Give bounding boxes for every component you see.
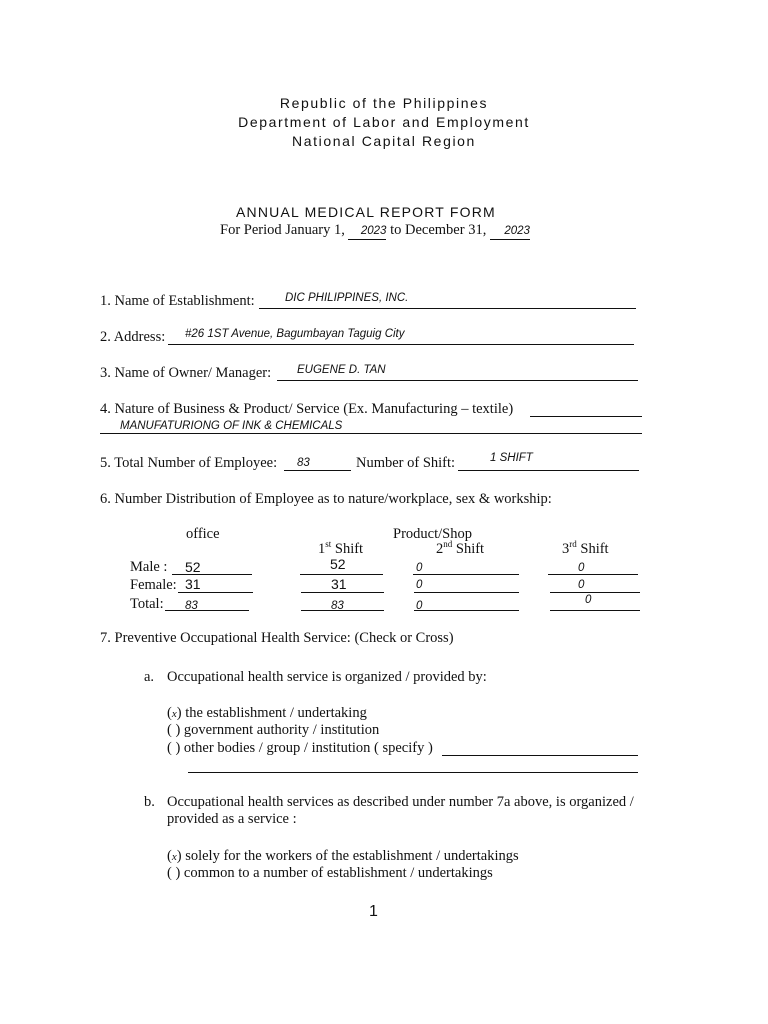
total-office-value: 83 bbox=[185, 600, 198, 612]
shift3-header: 3rd Shift bbox=[562, 539, 609, 557]
employees-line[interactable] bbox=[284, 470, 351, 471]
preventive-label: 7. Preventive Occupational Health Service: (Check or Cross) bbox=[100, 630, 454, 646]
office-header: office bbox=[186, 526, 220, 542]
period-prefix: For Period January 1, bbox=[220, 222, 345, 238]
distribution-label: 6. Number Distribution of Employee as to nature/workplace, sex & workship: bbox=[100, 491, 552, 507]
period-year-end-field[interactable] bbox=[490, 222, 530, 240]
employees-label: 5. Total Number of Employee: bbox=[100, 455, 278, 471]
male-office-value: 52 bbox=[185, 559, 201, 575]
period-year-start-field[interactable] bbox=[348, 222, 386, 240]
male-s2-line[interactable] bbox=[413, 574, 519, 575]
item-b-marker: b. bbox=[144, 794, 155, 810]
period-year-end: 2023 bbox=[504, 225, 530, 237]
owner-label: 3. Name of Owner/ Manager: bbox=[100, 365, 272, 381]
business-line-1[interactable] bbox=[530, 416, 642, 417]
period-middle: to December 31, bbox=[390, 222, 487, 238]
female-s3-line[interactable] bbox=[550, 592, 640, 593]
period-line bbox=[220, 222, 530, 240]
shift1-header: 1st Shift bbox=[318, 539, 364, 557]
address-line[interactable] bbox=[168, 344, 634, 345]
establishment-label: 1. Name of Establishment: bbox=[100, 293, 255, 309]
male-s3-line[interactable] bbox=[548, 574, 638, 575]
female-s3-value: 0 bbox=[578, 579, 585, 591]
business-label: 4. Nature of Business & Product/ Service (Ex. Manufacturing – textile) bbox=[100, 401, 514, 417]
address-label: 2. Address: bbox=[100, 329, 166, 345]
b-option-common[interactable]: ( ) common to a number of establishment / undertakings bbox=[167, 865, 493, 881]
total-s2-line[interactable] bbox=[414, 610, 519, 611]
total-s2-value: 0 bbox=[416, 600, 423, 612]
male-s2-value: 0 bbox=[416, 562, 423, 574]
a-other-specify-line-2[interactable] bbox=[188, 772, 638, 773]
item-a-marker: a. bbox=[144, 669, 155, 685]
establishment-value: DIC PHILIPPINES, INC. bbox=[285, 292, 409, 304]
form-title: ANNUAL MEDICAL REPORT FORM bbox=[236, 204, 496, 220]
employees-value: 83 bbox=[297, 457, 310, 469]
a-other-specify-line[interactable] bbox=[442, 755, 638, 756]
header-line-region: National Capital Region bbox=[292, 133, 476, 149]
item-b-text-2: provided as a service : bbox=[167, 811, 297, 827]
female-s2-line[interactable] bbox=[414, 592, 519, 593]
male-s1-value: 52 bbox=[330, 556, 346, 572]
a-option-government[interactable]: ( ) government authority / institution bbox=[167, 722, 380, 738]
establishment-line[interactable] bbox=[259, 308, 636, 309]
male-s3-value: 0 bbox=[578, 562, 585, 574]
item-b-text-1: Occupational health services as described under number 7a above, is organized / bbox=[167, 794, 634, 810]
business-value: MANUFATURIONG OF INK & CHEMICALS bbox=[120, 420, 343, 432]
period-year-start: 2023 bbox=[360, 225, 387, 237]
product-shop-header: Product/Shop bbox=[393, 526, 472, 542]
total-office-line[interactable] bbox=[165, 610, 249, 611]
a-option-establishment-mark: x bbox=[171, 708, 177, 720]
item-a-text: Occupational health service is organized / provided by: bbox=[167, 669, 487, 685]
address-value: #26 1ST Avenue, Bagumbayan Taguig City bbox=[185, 328, 405, 340]
header-line-republic: Republic of the Philippines bbox=[279, 95, 489, 111]
row-female-label: Female: bbox=[130, 577, 177, 593]
a-option-other[interactable]: ( ) other bodies / group / institution ( specify ) bbox=[167, 740, 433, 756]
a-option-establishment[interactable]: (x) the establishment / undertaking bbox=[167, 705, 367, 721]
owner-value: EUGENE D. TAN bbox=[297, 364, 386, 376]
shifts-value: 1 SHIFT bbox=[490, 452, 533, 464]
male-office-line[interactable] bbox=[172, 574, 252, 575]
shifts-label: Number of Shift: bbox=[356, 455, 456, 471]
row-total-label: Total: bbox=[130, 596, 164, 612]
business-line-2[interactable] bbox=[100, 433, 642, 434]
female-office-line[interactable] bbox=[178, 592, 253, 593]
female-s2-value: 0 bbox=[416, 579, 423, 591]
owner-line[interactable] bbox=[277, 380, 638, 381]
page-number: 1 bbox=[369, 903, 378, 920]
row-male-label: Male : bbox=[130, 559, 168, 575]
female-s1-line[interactable] bbox=[301, 592, 384, 593]
female-office-value: 31 bbox=[185, 576, 201, 592]
b-option-solely-mark: x bbox=[171, 851, 177, 863]
male-s1-line[interactable] bbox=[300, 574, 383, 575]
female-s1-value: 31 bbox=[331, 576, 347, 592]
total-s3-value: 0 bbox=[585, 594, 592, 606]
header-line-department: Department of Labor and Employment bbox=[238, 114, 530, 130]
total-s3-line[interactable] bbox=[550, 610, 640, 611]
total-s1-value: 83 bbox=[331, 600, 344, 612]
shift2-header: 2nd Shift bbox=[436, 539, 485, 557]
b-option-solely[interactable]: (x) solely for the workers of the establishment / undertakings bbox=[167, 848, 519, 864]
shifts-line[interactable] bbox=[458, 470, 639, 471]
